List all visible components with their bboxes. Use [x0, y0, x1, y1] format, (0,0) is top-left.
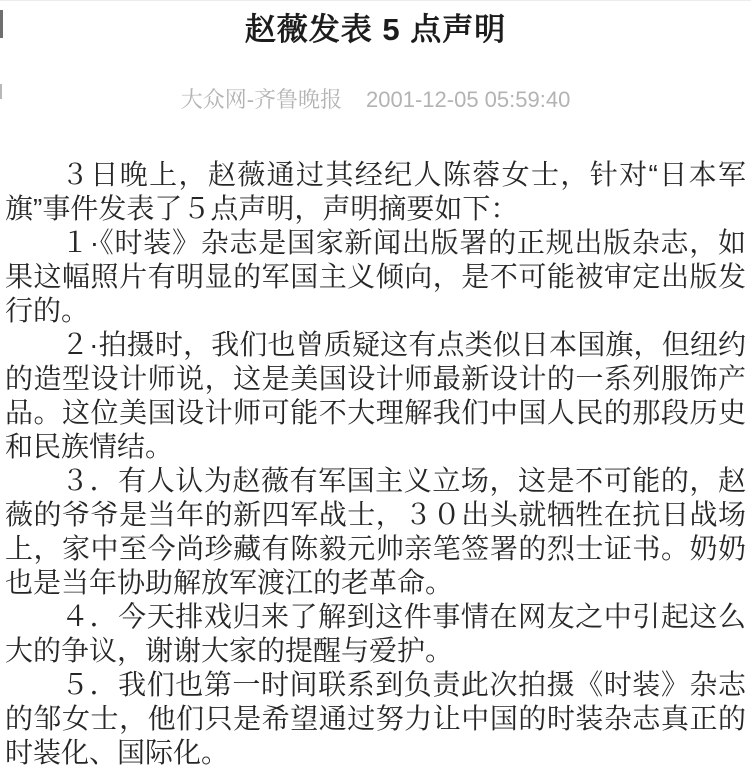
article-paragraph-point-3: ３．有人认为赵薇有军国主义立场，这是不可能的，赵薇的爷爷是当年的新四军战士，３０出头就牺牲在抗日战场上，家中至今尚珍藏有陈毅元帅亲笔签署的烈士证书。奶奶也是当年协助解放军渡江的老革命。 — [5, 465, 746, 598]
article-paragraph-intro: ３日晚上，赵薇通过其经纪人陈蓉女士，针对“日本军旗”事件发表了５点声明，声明摘要如下： — [5, 159, 746, 224]
article-paragraph-point-5: ５．我们也第一时间联系到负责此次拍摄《时装》杂志的邹女士，他们只是希望通过努力让中国的时装杂志真正的时装化、国际化。 — [5, 669, 746, 768]
screen-edge-artifact — [0, 84, 2, 99]
article-source: 大众网-齐鲁晚报 — [180, 87, 343, 112]
article-paragraph-point-4: ４．今天排戏归来了解到这件事情在网友之中引起这么大的争议，谢谢大家的提醒与爱护。 — [5, 601, 746, 666]
article-meta — [0, 87, 751, 113]
article-paragraph-point-2: ２·拍摄时，我们也曾质疑这有点类似日本国旗，但纽约的造型设计师说，这是美国设计师最新设计的一系列服饰产品。这位美国设计师可能不大理解我们中国人民的那段历史和民族情结。 — [5, 329, 746, 462]
article-body — [0, 158, 751, 770]
article-title: 赵薇发表 5 点声明 — [244, 12, 507, 47]
screen-edge-artifact — [0, 10, 3, 38]
article-datetime: 2001-12-05 05:59:40 — [366, 87, 571, 112]
article-paragraph-point-1: １·《时装》杂志是国家新闻出版署的正规出版杂志，如果这幅照片有明显的军国主义倾向，是不可能被审定出版发行的。 — [5, 227, 746, 326]
